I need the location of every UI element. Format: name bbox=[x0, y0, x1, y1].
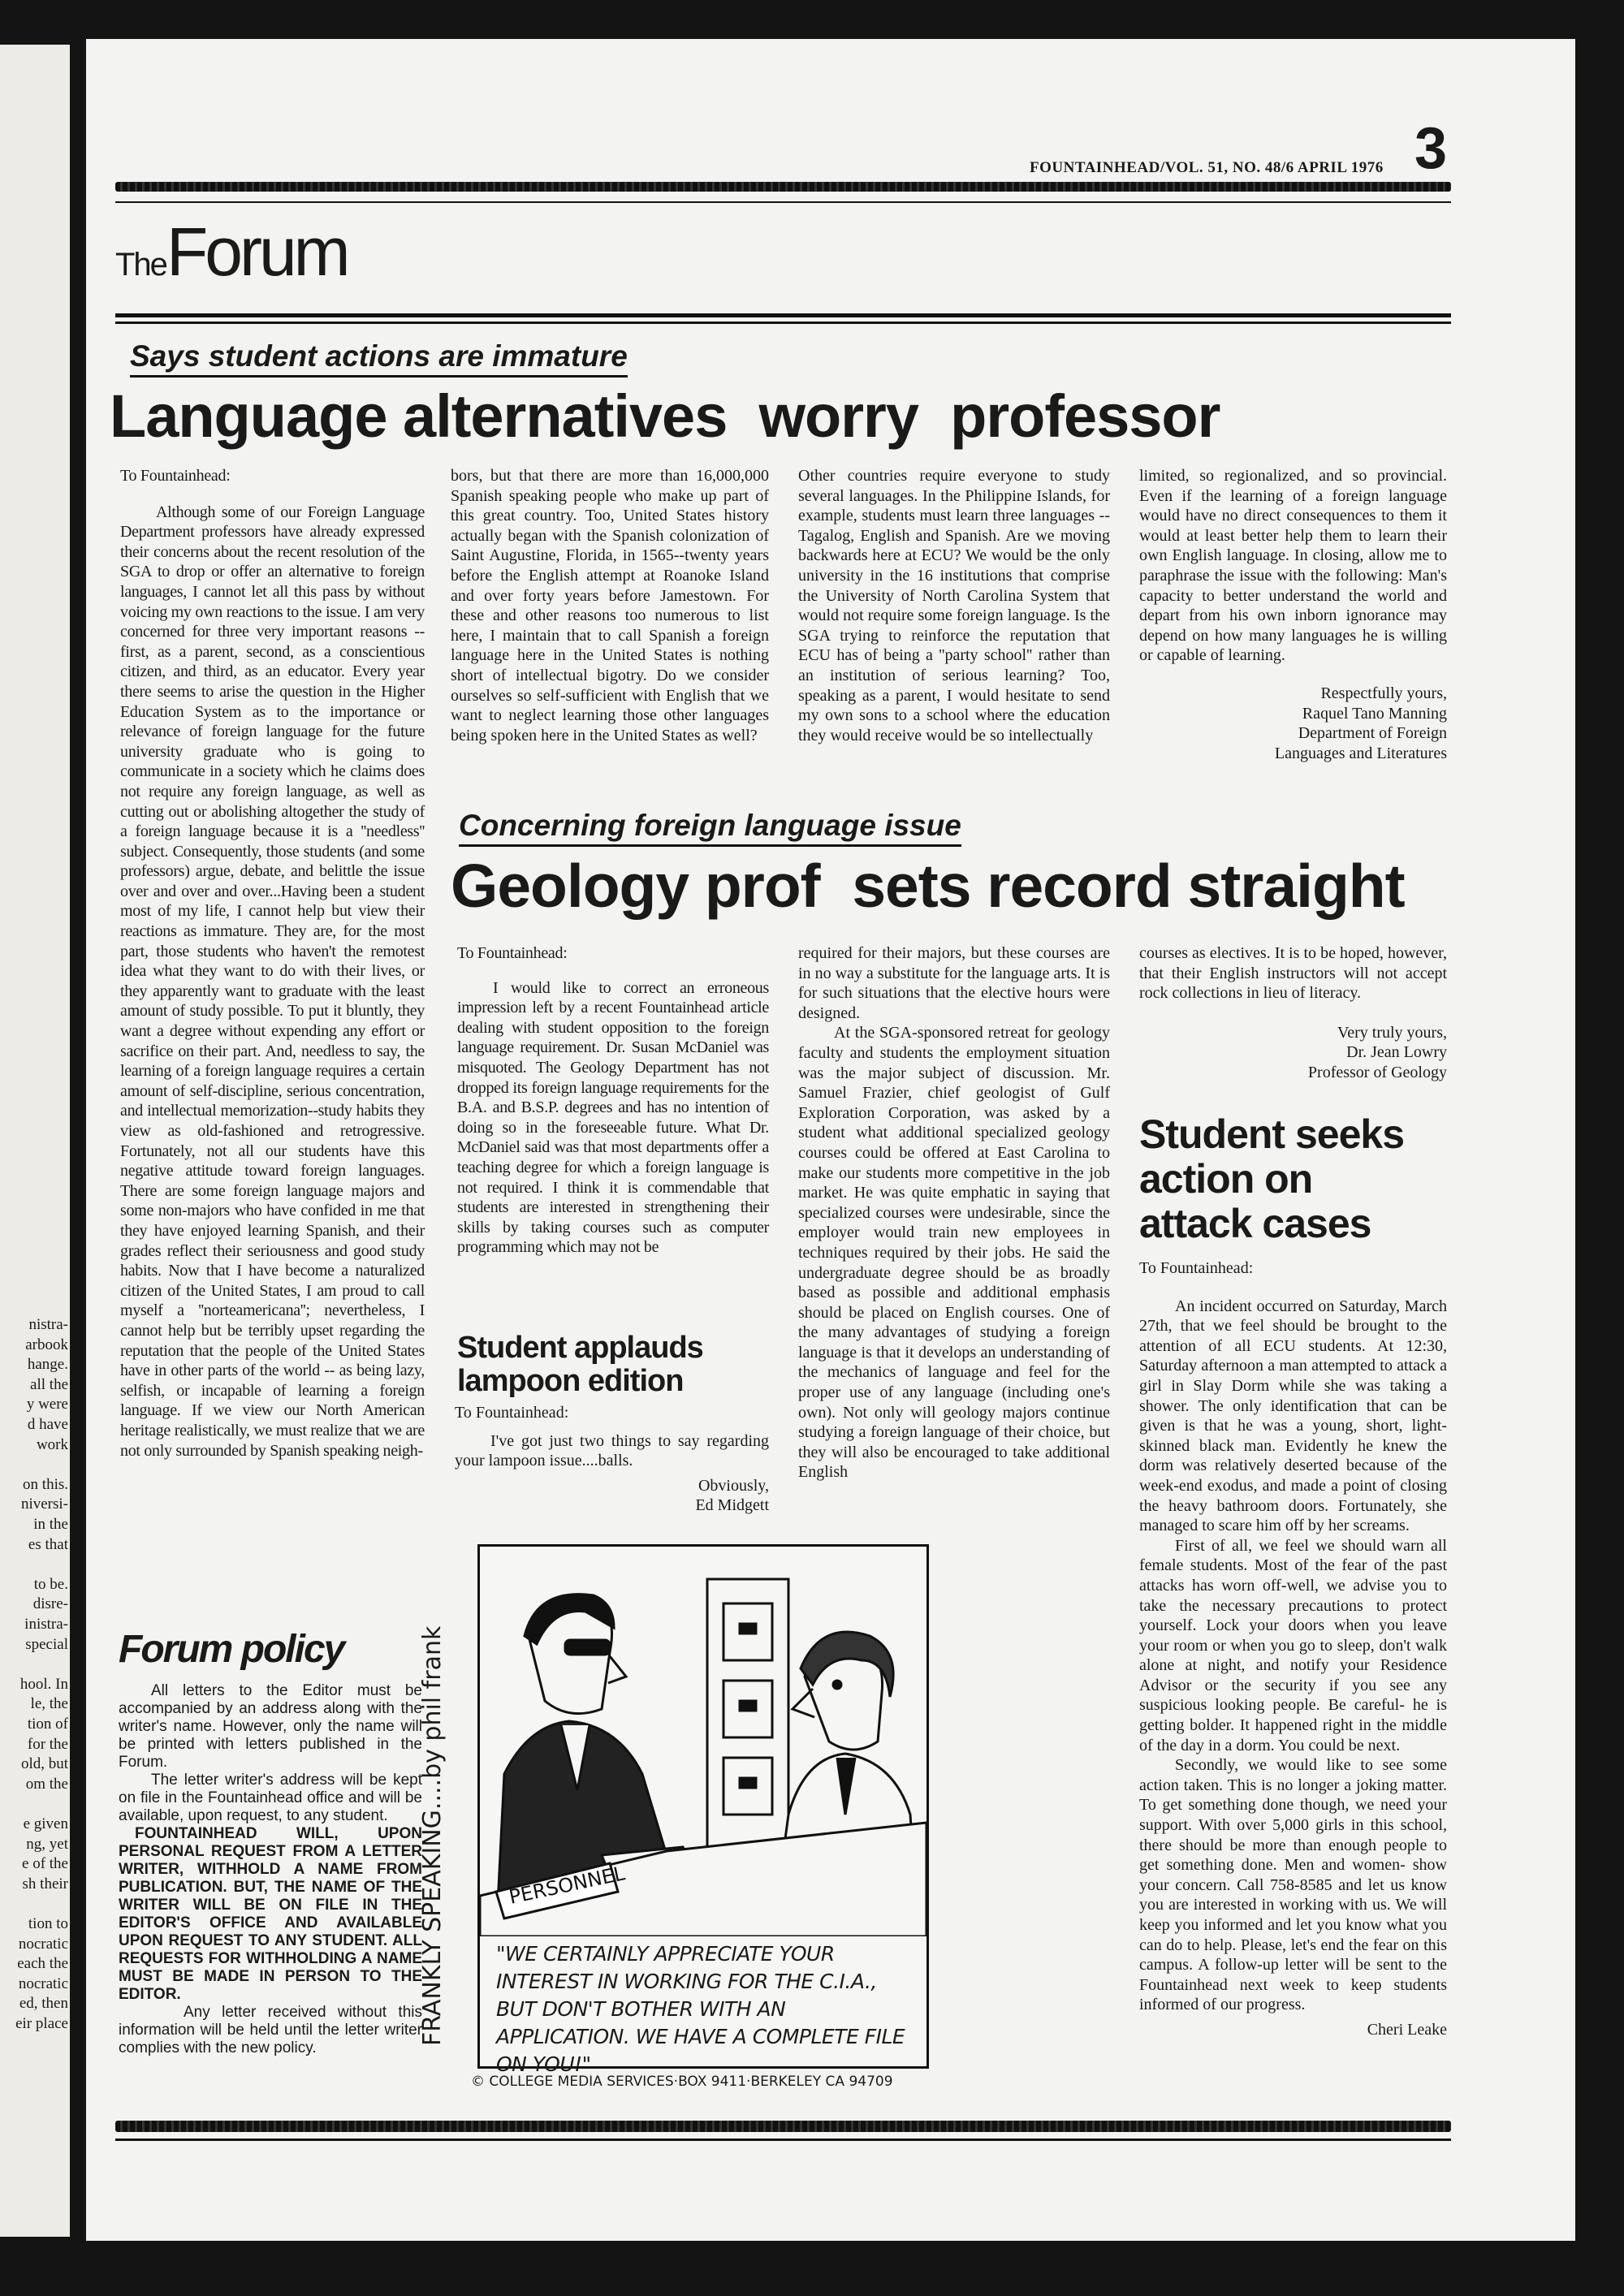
top-rule bbox=[115, 182, 1451, 192]
logo-forum: Forum bbox=[166, 214, 348, 290]
article2-body-3: At the SGA-sponsored retreat for geology faculty and students the employment situation was the major subject of discussion. Mr. Samuel Frazier, chief geologist of Gulf Exploration Corporation, was asked by a student what additional specialized geology courses could be offered at East Carolina to make our students more competitive in the job market. He was quite emphatic in saying that specialized courses were undesirable, since the employer would train new employees in techniques required by their jobs. He said the undergraduate degree should be as broadly based as possible and additional emphasis should be placed on English courses. One of the many advantages of studying a foreign language is that it develops an understanding of the mechanics of language and feel for the proper use of any language (including one's own). Not only will geology majors continue studying a foreign language of their choice, but they will also be encouraged to take additional English bbox=[798, 1024, 1110, 1482]
article3-text: I've got just two things to say regarding your lampoon issue....balls. bbox=[455, 1431, 769, 1470]
article2-kicker: Concerning foreign language issue bbox=[459, 809, 961, 847]
previous-page-edge bbox=[0, 45, 70, 2237]
article2-body-2: required for their majors, but these courses are in no way a substitute for the language arts. It is for such situations that the elective hours were designed. bbox=[798, 944, 1110, 1022]
policy-para-1: All letters to the Editor must be accompanied by an address along with the writer's name. However, only the name will be printed with letters published in the Forum. bbox=[119, 1682, 422, 1771]
section-rule-2 bbox=[115, 322, 1451, 324]
previous-page-fragment: arbook bbox=[25, 1336, 68, 1353]
cartoon-series-title: FRANKLY SPEAKING....by phil frank bbox=[418, 1625, 447, 2046]
forum-policy-title: Forum policy bbox=[119, 1628, 344, 1671]
section-rule-1 bbox=[115, 313, 1451, 317]
top-rule-thin bbox=[115, 201, 1451, 203]
policy-para-4: Any letter received without this information will be held until the letter writer complies with the new policy. bbox=[119, 2004, 422, 2056]
previous-page-fragment: e of the bbox=[22, 1855, 68, 1873]
article2-body-1: I would like to correct an erroneous impression left by a recent Fountainhead article dealing with student opposition to the foreign language requirement. Dr. Susan McDaniel was misquoted. The Geology Department has not dropped its foreign language requirements for the B.A. and B.S.P. degrees and has no intention of doing so in the foreseeable future. What Dr. McDaniel said was that most departments offer a teaching degree for which a foreign language is not required. I think it is commendable that students are interested in strengthening their skills by taking courses such as computer programming which may not be bbox=[457, 978, 769, 1257]
signature-line: Very truly yours, bbox=[1337, 1023, 1447, 1042]
previous-page-fragment: ng, yet bbox=[26, 1835, 68, 1853]
headline-line: Student seeks bbox=[1139, 1111, 1405, 1157]
headline-line: attack cases bbox=[1139, 1201, 1371, 1246]
previous-page-fragment: nocratic bbox=[18, 1974, 68, 1992]
article4-headline bbox=[1139, 1112, 1404, 1246]
previous-page-fragment: tion of bbox=[27, 1716, 68, 1733]
previous-page-fragment: sh their bbox=[22, 1875, 68, 1892]
cartoon-caption: "WE CERTAINLY APPRECIATE YOUR INTEREST IN WORKING FOR THE C.I.A., BUT DON'T BOTHER WITH AN APPLICATION. WE HAVE A COMPLETE FILE ON YOU!" bbox=[496, 1942, 905, 2076]
previous-page-fragment: work bbox=[36, 1435, 68, 1453]
article2-headline: Geology prof sets record straight bbox=[451, 852, 1405, 920]
salutation: To Fountainhead: bbox=[455, 1404, 569, 1422]
article1-kicker: Says student actions are immature bbox=[130, 339, 628, 378]
previous-page-fragment: eir place bbox=[15, 2015, 68, 2032]
previous-page-fragment: hool. In bbox=[19, 1675, 68, 1693]
article3-signature bbox=[455, 1476, 769, 1516]
previous-page-fragment: all the bbox=[30, 1375, 68, 1393]
bottom-rule-thin bbox=[115, 2138, 1451, 2141]
article1-body-1: Although some of our Foreign Language Department professors have already expressed their concerns about the recent resolution of the SGA to drop or offer an alternative to foreign languages, I cannot let all this pass by without voicing my own reactions to the issue. I am very concerned for three very important reasons -- first, as a parent, second, as a conscientious citizen, and third, as an educator. Every year there seems to arise the question in the Higher Education System as to the importance or relevance of foreign language for the future university graduate who is going to communicate in a society which he claims does not require any foreign language, as well as cutting out or abolishing altogether the study of a foreign language because it is a ''needless'' subject. Consequently, those students (and some professors) argue, debate, and belittle the issue over and over and over...Having been a student most of my life, I cannot help but view their reactions as immature. They are, for the most part, those students who haven't the remotest idea what they want to do with their lives, or they apparently want to graduate with the least amount of study possible. To put it bluntly, they want a degree without expending any effort or sacrifice on their part. And, needless to say, the learning of a foreign language requires a certain amount of self-discipline, serious concentration, and intellectual memorization--study habits they view as old-fashioned and retrogressive. Fortunately, not all our students have this negative attitude toward foreign languages. There are some foreign language majors and some non-majors who have confided in me that they have enjoyed learning Spanish, and their grades reflect their seriousness and good study habits. Now that I have become a naturalized citizen of the United States, I am proud to call myself a ''norteamericana''; nevertheless, I cannot help but be terribly upset regarding the reputation that the people of the United States have in other parts of the world -- as being lazy, selfish, or incapable of learning a foreign language. If we view our North American heritage realistically, we must realize that we are not only surrounded by Spanish speaking neigh- bbox=[120, 503, 425, 1460]
salutation: To Fountainhead: bbox=[457, 944, 568, 962]
signature-line: Department of Foreign bbox=[1298, 724, 1447, 743]
article4-signature: Cheri Leake bbox=[1367, 2020, 1447, 2039]
article1-body-3: Other countries require everyone to study several languages. In the Philippine Islands, for example, students must learn three languages -- Tagalog, English and Spanish. Are we moving backwards here at ECU? We would be the only university in the 16 institutions that comprise the University of North Carolina System that would not require some foreign language. Is the SGA trying to reinforce the reputation that ECU has of being a ''party school'' rather than an institution of serious learning? Too, speaking as a parent, I would hesitate to send my own sons to a school where the education they would receive would be so intellectually bbox=[798, 467, 1110, 744]
previous-page-fragment: tion to bbox=[28, 1915, 68, 1932]
salutation: To Fountainhead: bbox=[120, 467, 231, 485]
article1-column-4 bbox=[1139, 466, 1447, 763]
article4-body bbox=[1139, 1258, 1447, 2040]
previous-page-fragment: disre- bbox=[32, 1595, 68, 1613]
article1-column-2 bbox=[451, 466, 769, 745]
signature-line: Respectfully yours, bbox=[1320, 684, 1447, 702]
previous-page-fragment: e given bbox=[23, 1815, 68, 1832]
article1-column-1 bbox=[120, 466, 425, 1461]
signature-name: Ed Midgett bbox=[695, 1496, 769, 1515]
bottom-rule bbox=[115, 2121, 1451, 2132]
previous-page-fragment: ed, then bbox=[19, 1995, 68, 2013]
previous-page-fragment: niversi- bbox=[20, 1495, 68, 1513]
article2-column-1 bbox=[457, 943, 769, 1258]
policy-para-2: The letter writer's address will be kept on file in the Fountainhead office and will be available, upon request, to any student. bbox=[119, 1772, 422, 1824]
desk-sign: PERSONNEL bbox=[507, 1862, 627, 1909]
signature-line: Obviously, bbox=[698, 1476, 769, 1495]
logo-the: The bbox=[115, 247, 166, 283]
previous-page-fragment: le, the bbox=[30, 1695, 68, 1713]
filing-cabinet bbox=[707, 1579, 788, 1847]
policy-para-3: FOUNTAINHEAD WILL, UPON PERSONAL REQUEST FROM A LETTER WRITER, WITHHOLD A NAME FROM PUBLICATION. BUT, THE NAME OF THE WRITER WILL BE ON FILE IN THE EDITOR'S OFFICE AND AVAILABLE UPON REQUEST TO ANY STUDENT. ALL REQUESTS FOR WITHHOLDING A NAME MUST BE MADE IN PERSON TO THE EDITOR. bbox=[119, 1825, 422, 2003]
article1-body-2: bors, but that there are more than 16,000,000 Spanish speaking people who make up part of this great country. Too, United States history actually began with the Spanish colonization of Saint Augustine, Florida, in 1565--twenty years before the English attempt at Roanoke Island and over forty years before Jamestown. For these and other reasons too numerous to list here, I maintain that to call Spanish a foreign language here in the United States is nothing short of intellectual bigotry. Do we consider ourselves so self-sufficient with English that we want to neglect learning those other languages being spoken here in the United States as well? bbox=[451, 467, 769, 744]
article1-signature bbox=[1139, 684, 1447, 763]
previous-page-fragment: each the bbox=[17, 1955, 68, 1973]
article4-para-3: Secondly, we would like to see some action taken. This is no longer a joking matter. To get something done though, we need your support. With over 5,000 girls in this school, there should be more than enough people to get something done. Men and women- show your concern. Call 758-8585 and let us know you are interested in working with us. We will keep you informed and let you know what you can do to help. Please, let's end the fear on this campus. A follow-up letter will be sent to the Fountainhead next week to keep students informed of our progress. bbox=[1139, 1756, 1447, 2014]
article2-column-3 bbox=[1139, 943, 1447, 1083]
page-number: 3 bbox=[1415, 116, 1448, 181]
previous-page-fragment: on this. bbox=[23, 1475, 68, 1493]
previous-page-fragment: y were bbox=[26, 1396, 68, 1413]
previous-page-fragment: nocratic bbox=[18, 1935, 68, 1953]
article3-headline bbox=[457, 1331, 703, 1398]
previous-page-fragment: es that bbox=[28, 1535, 68, 1553]
signature-line: Professor of Geology bbox=[1307, 1063, 1447, 1081]
previous-page-fragment: to be. bbox=[33, 1575, 68, 1593]
cartoon-drawing bbox=[480, 1547, 926, 1936]
article2-column-2 bbox=[798, 943, 1110, 1482]
previous-page-fragment: inistra- bbox=[24, 1616, 68, 1633]
cartoon-credit: © COLLEGE MEDIA SERVICES·BOX 9411·BERKELEY CA 94709 bbox=[471, 2074, 893, 2090]
article2-signature bbox=[1139, 1023, 1447, 1083]
salutation: To Fountainhead: bbox=[1139, 1259, 1254, 1277]
headline-line: lampoon edition bbox=[457, 1364, 684, 1398]
article1-body-4: limited, so regionalized, and so provincial. Even if the learning of a foreign language would have no direct consequences to them it would at least better help them to learn their own English language. In closing, allow me to paraphrase the issue with the following: Man's capacity to better understand the world and depart from his own inborn ignorance may depend on how many languages he is willing or capable of learning. bbox=[1139, 467, 1447, 665]
previous-page-fragment: for the bbox=[27, 1735, 68, 1753]
signature-line: Languages and Literatures bbox=[1274, 744, 1447, 762]
section-logo bbox=[115, 213, 348, 291]
article1-column-3 bbox=[798, 466, 1110, 745]
previous-page-fragment: special bbox=[25, 1635, 68, 1653]
headline-line: action on bbox=[1139, 1156, 1313, 1202]
previous-page-fragment: in the bbox=[33, 1516, 68, 1533]
cartoon-panel bbox=[477, 1544, 929, 2076]
article3-body bbox=[455, 1403, 769, 1516]
forum-policy-body bbox=[119, 1682, 422, 2057]
headline-line: Student applauds bbox=[457, 1331, 703, 1365]
signature-name: Raquel Tano Manning bbox=[1302, 704, 1447, 723]
previous-page-fragment: hange. bbox=[27, 1356, 68, 1374]
previous-page-fragment: d have bbox=[27, 1416, 68, 1433]
folio-line: FOUNTAINHEAD/VOL. 51, NO. 48/6 APRIL 1976 bbox=[1030, 159, 1384, 176]
article1-headline: Language alternatives worry professor bbox=[110, 382, 1220, 450]
article2-body-4: courses as electives. It is to be hoped, however, that their English instructors will not accept rock collections in lieu of literacy. bbox=[1139, 944, 1447, 1003]
previous-page-fragment: old, but bbox=[20, 1755, 68, 1773]
article4-para-2: First of all, we feel we should warn all female students. Most of the fear of the past attacks has worn off-well, we advise you to take the necessary precautions to protect yourself. Lock your doors when you leave your room or when you go to sleep, don't walk alone at night, and notify your Residence Advisor or the security if you see any suspicious looking people. Be careful- he is getting bolder. It happened right in the middle of the day in a dorm. You could be next. bbox=[1139, 1536, 1447, 1754]
previous-page-fragment: om the bbox=[25, 1775, 68, 1793]
signature-name: Dr. Jean Lowry bbox=[1346, 1043, 1447, 1062]
article4-para-1: An incident occurred on Saturday, March 27th, that we feel should be brought to the attention of all ECU students. At 12:30, Saturday afternoon a man attempted to attack a girl in Slay Dorm while she was taking a shower. The only identification that can be given is that he was a young, short, light-skinned black man. Evidently he knew the dorm was relatively deserted because of the week-end exodus, and made a point of closing the heavy bathroom doors. Fortunately, she managed to scare him off by her screams. bbox=[1139, 1297, 1447, 1535]
previous-page-fragment: nistra- bbox=[28, 1316, 68, 1333]
